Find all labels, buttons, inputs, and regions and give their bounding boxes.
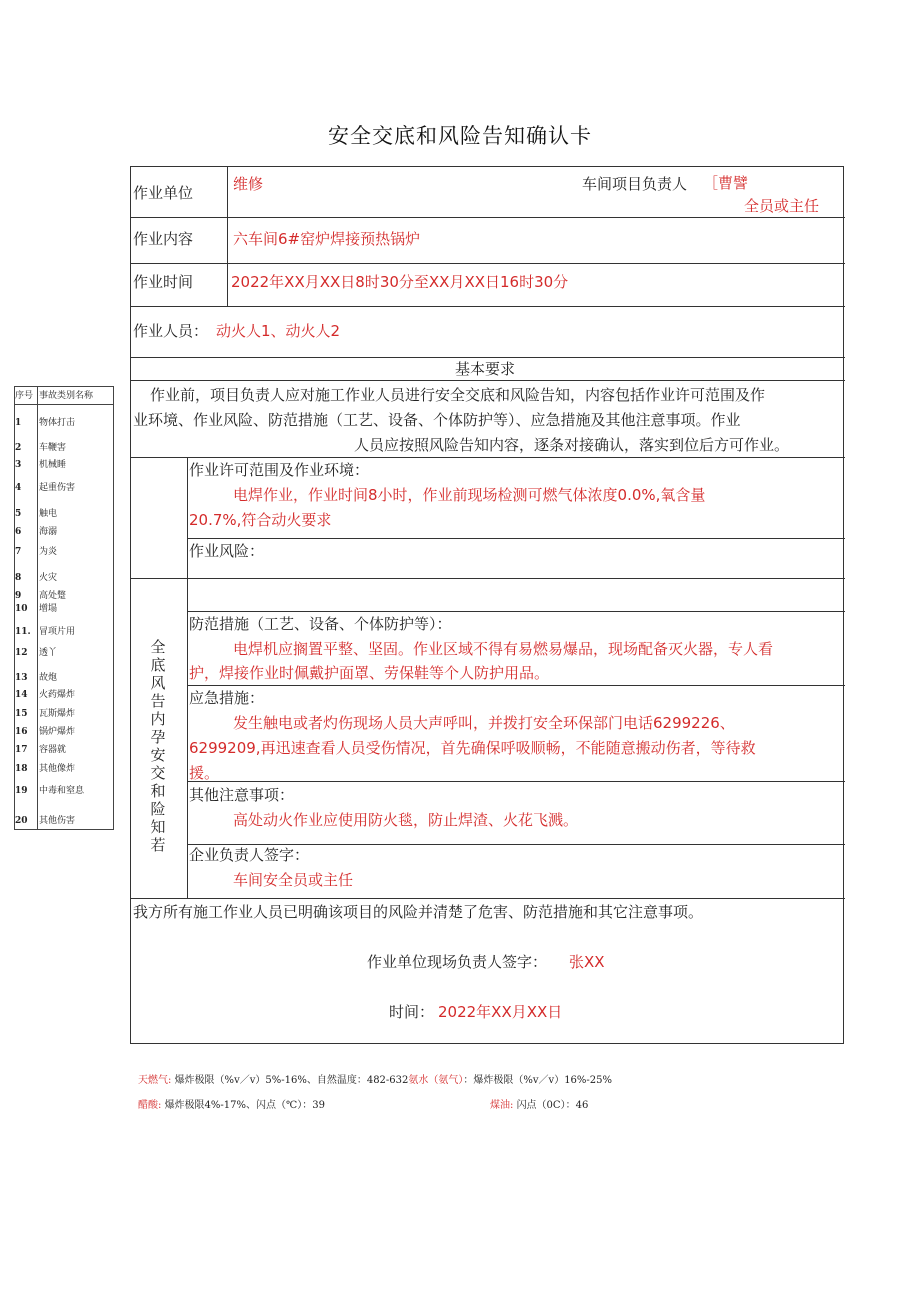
accident-row-name: 车鞭害 (39, 443, 67, 453)
row-divider (187, 685, 845, 686)
time-label: 作业时间 (133, 273, 194, 291)
accident-row-name: 其他伤害 (39, 816, 76, 826)
col-divider (227, 167, 228, 306)
footnote-gas (138, 1071, 612, 1086)
accident-row-name: 火药爆炸 (39, 690, 76, 700)
row-divider (131, 578, 845, 579)
emergency-label: 应急措施： (189, 689, 265, 707)
personnel-value: 动火人1、动火人2 (216, 322, 341, 340)
accident-row-name: 故炮 (39, 673, 58, 683)
accident-row-no: 13 (15, 673, 28, 683)
time-value: 2022年XX月XX日8时30分至XX月XX日16时30分 (231, 273, 569, 291)
row-divider (131, 306, 845, 307)
manager-name: ［曹譬 (703, 174, 749, 192)
col-divider (187, 457, 188, 898)
accident-row-name: 火灾 (39, 573, 58, 583)
table-header-name: 事故类别名称 (39, 391, 94, 401)
emergency-line3: 援。 (189, 764, 220, 782)
signature-label: 企业负责人签字： (189, 846, 310, 864)
accident-row-name: 触电 (39, 509, 58, 519)
footnote-kerosene (490, 1096, 588, 1111)
row-divider (131, 380, 845, 381)
acetic-name: 醋酸: (138, 1100, 162, 1111)
accident-row-name: 海溺 (39, 527, 58, 537)
row-divider (187, 538, 845, 539)
accident-row-name: 容器就 (39, 745, 67, 755)
acetic-text: 爆炸极限4%-17%、闪点（℃）：39 (164, 1100, 325, 1111)
basic-text-line3: 人员应按照风险告知内容，逐条对接确认，落实到位后方可作业。 (354, 436, 790, 454)
scope-line2: 20.7%,符合动火要求 (189, 511, 332, 529)
row-divider (131, 457, 845, 458)
scope-line1: 电焊作业，作业时间8小时，作业前现场检测可燃气体浓度0.0%,氧含量 (233, 486, 706, 504)
row-divider (131, 217, 845, 218)
manager-label: 车间项目负责人 (582, 175, 688, 193)
scope-label: 作业许可范围及作业环境： (189, 461, 370, 479)
accident-row-no: 20 (15, 816, 28, 826)
accident-row-no: 3 (15, 460, 22, 470)
accident-row-name: 增塌 (39, 604, 58, 614)
measures-line1: 电焊机应搁置平整、坚固。作业区域不得有易燃易爆品，现场配备灭火器，专人看 (233, 640, 774, 658)
unit-label: 作业单位 (133, 184, 194, 202)
accident-row-no: 18 (15, 764, 28, 774)
row-divider (131, 357, 845, 358)
accident-row-name: 锅炉爆炸 (39, 727, 76, 737)
accident-row-no: 1 (15, 418, 22, 428)
other-label: 其他注意事项： (189, 786, 295, 804)
site-signature-name: 张XX (569, 953, 605, 971)
basic-heading: 基本要求 (455, 360, 516, 378)
date-value: 2022年XX月XX日 (438, 1003, 563, 1021)
gas-name: 天燃气: (138, 1075, 172, 1086)
manager-role: 全员或主任 (744, 197, 820, 215)
accident-row-no: 12 (15, 648, 28, 658)
accident-row-no: 11. (15, 627, 31, 637)
gas-text: 爆炸极限（%v／v）5%-16%、自然温度：482-632 (174, 1075, 409, 1086)
accident-row-no: 6 (15, 527, 22, 537)
accident-row-name: 瓦斯爆炸 (39, 709, 76, 719)
basic-text-line1: 作业前，项目负责人应对施工作业人员进行安全交底和风险告知，内容包括作业许可范围及作 (150, 386, 766, 404)
accident-row-name: 起重伤害 (39, 483, 76, 493)
table-divider (15, 404, 113, 405)
accident-row-name: 为炎 (39, 547, 58, 557)
ammonia-text: ：爆炸极限（%v／v）16%-25% (463, 1075, 613, 1086)
accident-row-no: 5 (15, 509, 22, 519)
accident-row-name: 高处蹩 (39, 591, 67, 601)
basic-text-line2: 业环境、作业风险、防范措施（工艺、设备、个体防护等）、应急措施及其他注意事项。作业 (133, 411, 741, 429)
table-header-no: 序号 (15, 391, 34, 401)
footnote-acetic (138, 1096, 325, 1111)
accident-row-name: 透丫 (39, 648, 58, 658)
accident-row-no: 17 (15, 745, 28, 755)
accident-row-name: 物体打击 (39, 418, 76, 428)
accident-row-no: 9 (15, 591, 22, 601)
measures-label: 防范措施（工艺、设备、个体防护等）： (189, 615, 452, 633)
accident-row-no: 10 (15, 604, 28, 614)
row-divider (131, 898, 845, 899)
ammonia-name: 氨水（氨气） (408, 1075, 464, 1086)
accident-row-no: 14 (15, 690, 28, 700)
content-label: 作业内容 (133, 230, 194, 248)
risk-label: 作业风险： (189, 542, 265, 560)
accident-row-no: 8 (15, 573, 22, 583)
unit-value: 维修 (233, 175, 264, 193)
page-title: 安全交底和风险告知确认卡 (328, 124, 592, 148)
table-divider (37, 387, 38, 829)
signature-value: 车间安全员或主任 (233, 871, 354, 889)
date-label: 时间： (389, 1003, 435, 1021)
accident-row-no: 16 (15, 727, 28, 737)
row-divider (187, 844, 845, 845)
other-value: 高处动火作业应使用防火毯，防止焊渣、火花飞溅。 (233, 811, 579, 829)
accident-row-name: 机械睡 (39, 460, 67, 470)
accident-row-no: 19 (15, 786, 28, 796)
measures-line2: 护，焊接作业时佩戴护面罩、劳保鞋等个人防护用品。 (189, 664, 550, 682)
site-signature-label: 作业单位现场负责人签字： (367, 953, 548, 971)
emergency-line2: 6299209,再迅速查看人员受伤情况，首先确保呼吸顺畅，不能随意搬动伤者，等待救 (189, 739, 756, 757)
row-divider (131, 263, 845, 264)
content-value: 六车间6#窑炉焊接预热锅炉 (233, 230, 421, 248)
row-divider (187, 611, 845, 612)
accident-row-no: 4 (15, 483, 22, 493)
kerosene-name: 煤油: (490, 1100, 514, 1111)
row-divider (187, 781, 845, 782)
accident-row-no: 2 (15, 443, 22, 453)
accident-row-name: 中毒和窒息 (39, 786, 85, 796)
kerosene-text: 闪点（0C）：46 (516, 1100, 589, 1111)
confirm-statement: 我方所有施工作业人员已明确该项目的风险并清楚了危害、防范措施和其它注意事项。 (133, 903, 704, 921)
accident-row-name: 冒项片用 (39, 627, 76, 637)
side-vertical-heading: 全底风告内孕安交和险知若 (150, 638, 166, 854)
emergency-line1: 发生触电或者灼伤现场人员大声呼叫，并拨打安全环保部门电话6299226、 (233, 714, 735, 732)
personnel-label: 作业人员： (133, 322, 209, 340)
accident-row-no: 15 (15, 709, 28, 719)
accident-row-name: 其他像炸 (39, 764, 76, 774)
accident-row-no: 7 (15, 547, 22, 557)
